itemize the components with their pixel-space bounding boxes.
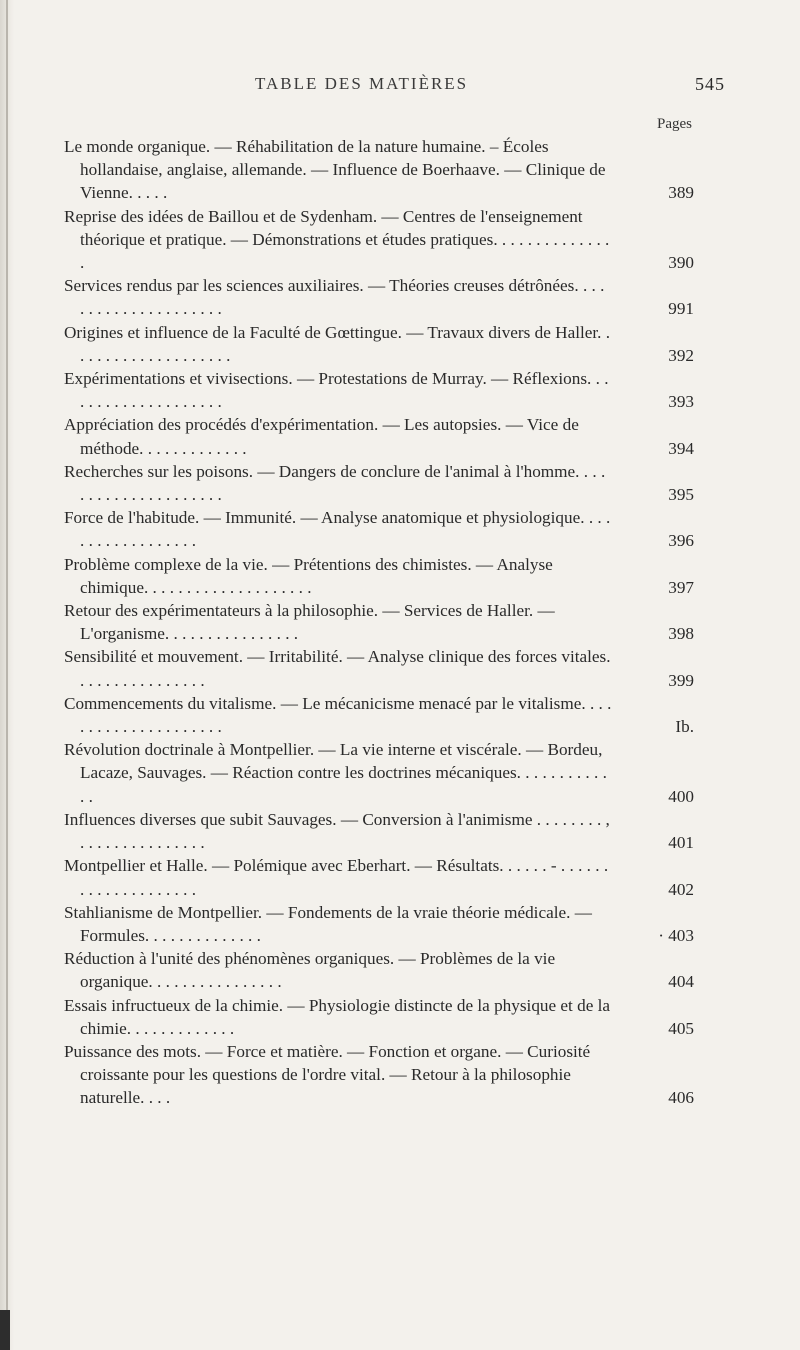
- toc-entry: [64, 274, 692, 320]
- toc-entry: [64, 135, 692, 205]
- toc-entry-page: 398: [668, 624, 694, 644]
- toc-entry-page: 991: [668, 299, 694, 319]
- toc-entry: [64, 692, 692, 738]
- toc-entry-text: Sensibilité et mouvement. — Irritabilité. — Analyse clinique des forces vitales. . . . . . . . . . . . . . . .: [64, 647, 611, 690]
- toc-entry-page: 400: [668, 786, 694, 806]
- toc-entry-text: Origines et influence de la Faculté de Gœttingue. — Travaux divers de Haller. . . . . . . . . . . . . . . . . . . .: [64, 322, 611, 365]
- toc-entry: [64, 1040, 692, 1110]
- toc-entry: [64, 506, 692, 552]
- toc-entry: [64, 854, 692, 900]
- toc-entry-page: 401: [668, 833, 694, 853]
- toc-entry: [64, 599, 692, 645]
- toc-entry: [64, 947, 692, 993]
- toc-entry-text: Expérimentations et vivisections. — Protestations de Murray. — Réflexions. . . . . . . . . . . . . . . . . . . .: [64, 369, 609, 412]
- toc-entry-text: Force de l'habitude. — Immunité. — Analyse anatomique et physiologique. . . . . . . . . . . . . . . . . .: [64, 508, 611, 551]
- toc-entry: [64, 553, 692, 599]
- toc-entry-text: Montpellier et Halle. — Polémique avec Eberhart. — Résultats. . . . . . - . . . . . . . . . . . . . . . . . . . .: [64, 856, 609, 899]
- toc-entry-page: 405: [668, 1018, 694, 1038]
- toc-entry-text: Commencements du vitalisme. — Le mécanicisme menacé par le vitalisme. . . . . . . . . . . . . . . . . . . . .: [64, 693, 612, 737]
- toc-entry-text: Services rendus par les sciences auxiliaires. — Théories creuses détrônées. . . . . . . . . . . . . . . . . . . . .: [64, 276, 605, 319]
- toc-entry: [64, 808, 692, 854]
- toc-entry-text: Puissance des mots. — Force et matière. — Fonction et organe. — Curiosité croissante pour les questions de l'ordre vital. — Retour à la philosophie naturelle. . . .: [64, 1041, 591, 1108]
- toc-entry-page: 406: [668, 1088, 694, 1108]
- toc-entry-page: 393: [668, 392, 694, 412]
- toc-entry: [64, 205, 692, 275]
- toc-entry-text: Appréciation des procédés d'expérimentation. — Les autopsies. — Vice de méthode. . . . . . . . . . . . .: [64, 415, 579, 458]
- toc-entry-page: 392: [668, 345, 694, 365]
- toc-entry: [64, 367, 692, 413]
- toc-entry-page: 396: [668, 531, 694, 551]
- page-header: [60, 74, 740, 98]
- toc-entry: [64, 645, 692, 691]
- toc-entry-text: Essais infructueux de la chimie. — Physiologie distincte de la physique et de la chimie. . . . . . . . . . . . .: [64, 995, 611, 1038]
- toc-entry-text: Influences diverses que subit Sauvages. — Conversion à l'animisme . . . . . . . . , . . . . . . . . . . . . . . .: [64, 809, 610, 853]
- binding-line: [6, 0, 8, 1350]
- toc-entry: [64, 901, 692, 947]
- toc-entry-text: Révolution doctrinale à Montpellier. — La vie interne et viscérale. — Bordeu, Lacaze, Sauvages. — Réaction contre les doctrines mécaniques. . . . . . . . . . . . .: [64, 740, 607, 806]
- toc-entry-page: Ib.: [675, 717, 694, 737]
- table-of-contents: [64, 135, 692, 1110]
- running-title: TABLE DES MATIÈRES: [255, 74, 469, 93]
- binding-dark-corner: [0, 1310, 10, 1350]
- toc-entry-page: 395: [668, 485, 694, 505]
- pages-column-label: Pages: [657, 116, 692, 132]
- toc-entry-page: 390: [668, 253, 694, 273]
- toc-entry: [64, 413, 692, 459]
- toc-entry-page: 399: [668, 670, 694, 690]
- toc-entry-page: 394: [668, 438, 694, 458]
- toc-entry-text: Problème complexe de la vie. — Prétentions des chimistes. — Analyse chimique. . . . . . . . . . . . . . . . . . . .: [64, 554, 553, 597]
- toc-entry-text: Stahlianisme de Montpellier. — Fondements de la vraie théorie médicale. — Formules. . . . . . . . . . . . . .: [64, 902, 592, 945]
- page-number: 545: [695, 74, 725, 94]
- toc-entry-page: 389: [668, 183, 694, 203]
- toc-entry: [64, 321, 692, 367]
- toc-entry-text: Recherches sur les poisons. — Dangers de conclure de l'animal à l'homme. . . . . . . . . . . . . . . . . . . . .: [64, 461, 606, 505]
- toc-entry: [64, 738, 692, 808]
- toc-entry-page: 397: [668, 577, 694, 597]
- toc-entry-text: Réduction à l'unité des phénomènes organiques. — Problèmes de la vie organique. . . . . . . . . . . . . . . .: [64, 949, 556, 992]
- toc-entry-page: 404: [668, 972, 694, 992]
- toc-entry-text: Reprise des idées de Baillou et de Sydenham. — Centres de l'enseignement théorique et pratique. — Démonstrations et études pratiques. . . . . . . . . . . . . . .: [64, 206, 610, 273]
- toc-entry: [64, 460, 692, 506]
- toc-entry-page: · 403: [658, 925, 694, 945]
- toc-entry: [64, 994, 692, 1040]
- toc-entry-text: Le monde organique. — Réhabilitation de la nature humaine. – Écoles hollandaise, anglaise, allemande. — Influence de Boerhaave. — Clinique de Vienne. . . . .: [64, 137, 606, 203]
- toc-entry-text: Retour des expérimentateurs à la philosophie. — Services de Haller. — L'organisme. . . . . . . . . . . . . . . .: [64, 601, 555, 644]
- toc-entry-page: 402: [668, 879, 694, 899]
